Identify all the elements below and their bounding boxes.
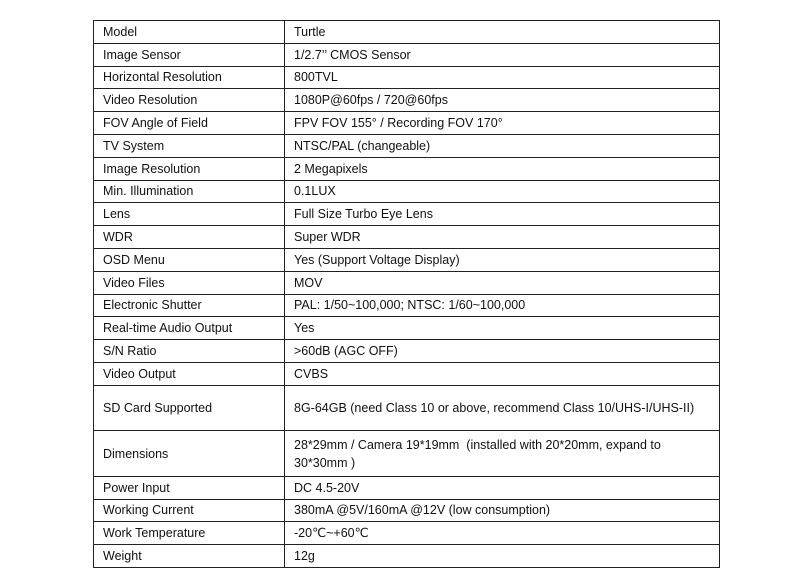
table-row bbox=[94, 476, 720, 499]
table-row bbox=[94, 545, 720, 568]
spec-table bbox=[93, 20, 720, 568]
spec-label: Image Sensor bbox=[94, 43, 285, 66]
spec-label: Video Files bbox=[94, 271, 285, 294]
spec-value: 0.1LUX bbox=[285, 180, 720, 203]
spec-label: Model bbox=[94, 21, 285, 44]
spec-label: FOV Angle of Field bbox=[94, 112, 285, 135]
spec-value: 2 Megapixels bbox=[285, 157, 720, 180]
table-row bbox=[94, 66, 720, 89]
table-row bbox=[94, 89, 720, 112]
spec-label: Min. Illumination bbox=[94, 180, 285, 203]
table-row bbox=[94, 294, 720, 317]
spec-label: Power Input bbox=[94, 476, 285, 499]
table-row bbox=[94, 431, 720, 477]
spec-value: DC 4.5-20V bbox=[285, 476, 720, 499]
spec-label: Horizontal Resolution bbox=[94, 66, 285, 89]
table-row bbox=[94, 226, 720, 249]
spec-label: SD Card Supported bbox=[94, 385, 285, 431]
spec-label: WDR bbox=[94, 226, 285, 249]
spec-label: TV System bbox=[94, 134, 285, 157]
table-row bbox=[94, 21, 720, 44]
table-row bbox=[94, 340, 720, 363]
table-row bbox=[94, 499, 720, 522]
spec-value: CVBS bbox=[285, 362, 720, 385]
spec-value: 12g bbox=[285, 545, 720, 568]
table-row bbox=[94, 271, 720, 294]
spec-label: Dimensions bbox=[94, 431, 285, 477]
spec-value: Yes bbox=[285, 317, 720, 340]
table-row bbox=[94, 134, 720, 157]
spec-label: Working Current bbox=[94, 499, 285, 522]
spec-label: S/N Ratio bbox=[94, 340, 285, 363]
table-row bbox=[94, 385, 720, 431]
spec-value: Full Size Turbo Eye Lens bbox=[285, 203, 720, 226]
table-row bbox=[94, 180, 720, 203]
spec-label: Real-time Audio Output bbox=[94, 317, 285, 340]
spec-value: NTSC/PAL (changeable) bbox=[285, 134, 720, 157]
spec-value: Yes (Support Voltage Display) bbox=[285, 248, 720, 271]
spec-label: Video Resolution bbox=[94, 89, 285, 112]
spec-value: 28*29mm / Camera 19*19mm (installed with 20*20mm, expand to 30*30mm ) bbox=[285, 431, 720, 477]
spec-label: Electronic Shutter bbox=[94, 294, 285, 317]
spec-label: Lens bbox=[94, 203, 285, 226]
table-row bbox=[94, 522, 720, 545]
spec-value: FPV FOV 155° / Recording FOV 170° bbox=[285, 112, 720, 135]
table-row bbox=[94, 362, 720, 385]
spec-value: >60dB (AGC OFF) bbox=[285, 340, 720, 363]
table-row bbox=[94, 43, 720, 66]
spec-value: MOV bbox=[285, 271, 720, 294]
spec-value: PAL: 1/50~100,000; NTSC: 1/60~100,000 bbox=[285, 294, 720, 317]
spec-value: -20℃~+60℃ bbox=[285, 522, 720, 545]
spec-value: Super WDR bbox=[285, 226, 720, 249]
spec-value: 380mA @5V/160mA @12V (low consumption) bbox=[285, 499, 720, 522]
table-row bbox=[94, 157, 720, 180]
spec-label: OSD Menu bbox=[94, 248, 285, 271]
spec-value: 1080P@60fps / 720@60fps bbox=[285, 89, 720, 112]
spec-value: 8G-64GB (need Class 10 or above, recommend Class 10/UHS-I/UHS-II) bbox=[285, 385, 720, 431]
spec-value: 800TVL bbox=[285, 66, 720, 89]
spec-table-body bbox=[94, 21, 720, 568]
spec-label: Image Resolution bbox=[94, 157, 285, 180]
spec-label: Weight bbox=[94, 545, 285, 568]
spec-label: Video Output bbox=[94, 362, 285, 385]
table-row bbox=[94, 203, 720, 226]
table-row bbox=[94, 112, 720, 135]
table-row bbox=[94, 317, 720, 340]
spec-label: Work Temperature bbox=[94, 522, 285, 545]
spec-value: Turtle bbox=[285, 21, 720, 44]
spec-value: 1/2.7’’ CMOS Sensor bbox=[285, 43, 720, 66]
table-row bbox=[94, 248, 720, 271]
